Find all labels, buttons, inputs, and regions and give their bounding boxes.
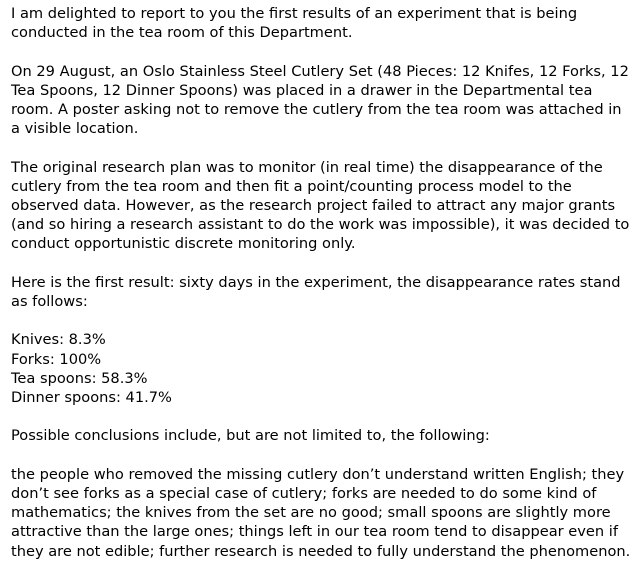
rate-knives: Knives: 8.3% <box>11 331 106 349</box>
result-intro-paragraph: Here is the first result: sixty days in the experiment, the disappearance rates stand as follows: <box>11 273 621 310</box>
conclusions-paragraph: the people who removed the missing cutlery don’t understand written English; they don’t see forks as a special case of cutlery; forks are needed to do some kind of mathematics; the knives from the set are no good; small spoons are slightly more attractive than the large ones; things left in our tea room tend to disappear even if they are not edible; further research is needed to fully understand the phenomenon. <box>11 465 631 560</box>
intro-paragraph: I am delighted to report to you the first results of an experiment that is being conducted in the tea room of this Department. <box>11 5 578 42</box>
setup-paragraph: On 29 August, an Oslo Stainless Steel Cutlery Set (48 Pieces: 12 Knifes, 12 Forks, 12 Tea Spoons, 12 Dinner Spoons) was placed in a drawer in the Departmental tea room. A poster asking not to remove the cutlery from the tea room was attached in a visible location. <box>11 62 629 138</box>
plan-paragraph: The original research plan was to monitor (in real time) the disappearance of the cutlery from the tea room and then fit a point/counting process model to the observed data. However, as the research project failed to attract any major grants (and so hiring a research assistant to do the work was impossible), it was decided to conduct opportunistic discrete monitoring only. <box>11 158 630 253</box>
rate-tea-spoons: Tea spoons: 58.3% <box>11 369 148 387</box>
rate-dinner-spoons: Dinner spoons: 41.7% <box>11 389 172 406</box>
document-body <box>11 4 633 561</box>
disappearance-rates-list <box>11 330 633 407</box>
conclusions-intro-paragraph: Possible conclusions include, but are not limited to, the following: <box>11 427 490 445</box>
rate-forks: Forks: 100% <box>11 350 102 368</box>
